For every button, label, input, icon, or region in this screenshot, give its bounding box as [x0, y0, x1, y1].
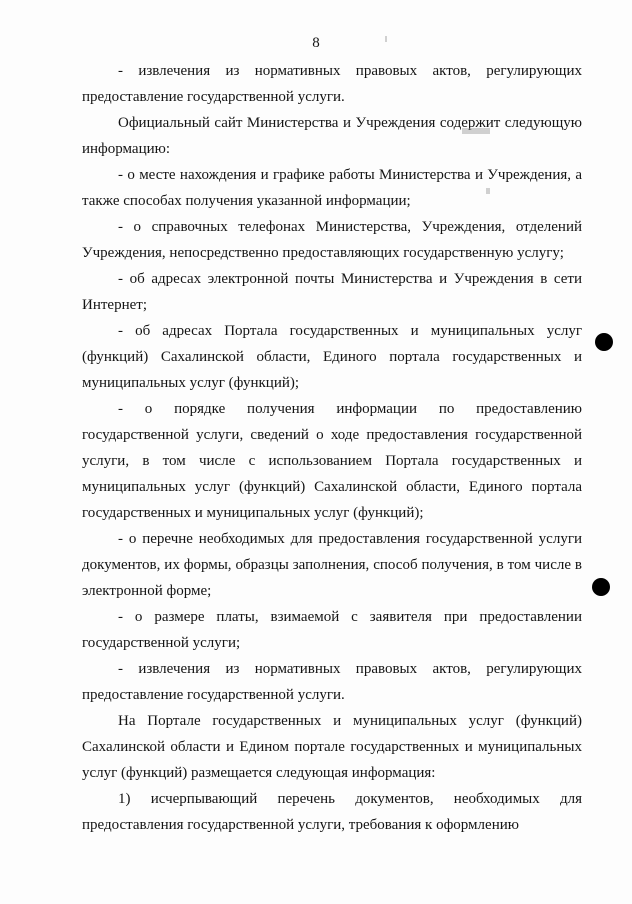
paragraph: - о справочных телефонах Министерства, Учреждения, отделений Учреждения, непосредственно предоставляющих государственную услугу;: [82, 219, 582, 261]
paragraph: - о месте нахождения и графике работы Министерства и Учреждения, а также способах получения указанной информации;: [82, 167, 582, 209]
page-number: 8: [312, 35, 320, 51]
paragraph: - об адресах электронной почты Министерства и Учреждения в сети Интернет;: [82, 271, 582, 313]
paragraph: - о размере платы, взимаемой с заявителя при предоставлении государственной услуги;: [82, 609, 582, 651]
scan-speck: [385, 36, 387, 42]
punch-hole: [592, 578, 610, 596]
paragraph: - извлечения из нормативных правовых актов, регулирующих предоставление государственной услуги.: [82, 661, 582, 703]
paragraph: - извлечения из нормативных правовых актов, регулирующих предоставление государственной услуги.: [82, 63, 582, 105]
punch-hole: [595, 333, 613, 351]
document-body: [82, 58, 582, 838]
paragraph: - об адресах Портала государственных и муниципальных услуг (функций) Сахалинской области, Единого портала государственных и муниципальных услуг (функций);: [82, 323, 582, 391]
scan-speck: [486, 188, 490, 194]
paragraph: Официальный сайт Министерства и Учреждения содержит следующую информацию:: [82, 115, 582, 157]
paragraph: - о порядке получения информации по предоставлению государственной услуги, сведений о ходе предоставления государственной услуги, в том числе с использованием Портала государственных и муниципальных услуг (функций) Сахалинской области, Единого портала государственных и муниципальных услуг (функций);: [82, 401, 582, 521]
paragraph: - о перечне необходимых для предоставления государственной услуги документов, их формы, образцы заполнения, способ получения, в том числе в электронной форме;: [82, 531, 582, 599]
paragraph: 1) исчерпывающий перечень документов, необходимых для предоставления государственной услуги, требования к оформлению: [82, 791, 582, 833]
scan-speck: [462, 128, 490, 134]
paragraph: На Портале государственных и муниципальных услуг (функций) Сахалинской области и Едином портале государственных и муниципальных услуг (функций) размещается следующая информация:: [82, 713, 582, 781]
